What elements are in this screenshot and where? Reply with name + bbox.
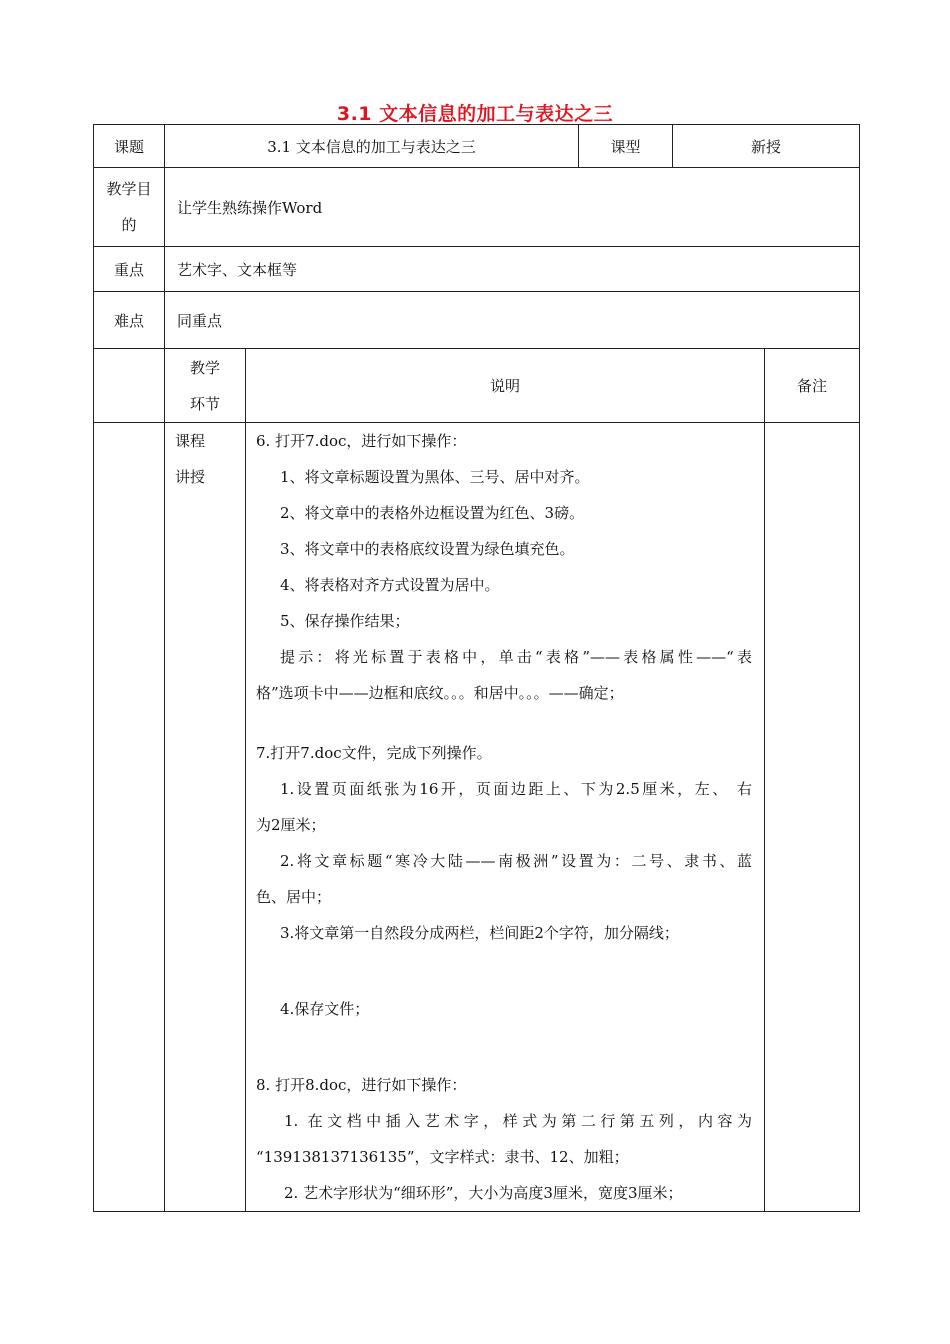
- header-stage-line-2: 环节: [189, 394, 220, 413]
- header-notes: 备注: [765, 349, 860, 423]
- header-stage: [165, 349, 246, 423]
- key-point-value: 艺术字、文本框等: [165, 247, 860, 292]
- stage-line-2: 讲授: [175, 468, 206, 486]
- body-blank: [94, 423, 165, 1212]
- task-6-item: 5、保存操作结果；: [280, 612, 410, 630]
- difficulty-value: 同重点: [165, 292, 860, 349]
- task-7-item-3: 3.将文章第一自然段分成两栏，栏间距2个字符，加分隔线；: [280, 924, 679, 942]
- task-7-item-1-line-2: 为2厘米；: [256, 816, 326, 834]
- notes-cell: [765, 423, 860, 1212]
- document-title: 3.1 文本信息的加工与表达之三: [336, 103, 614, 125]
- task-6-hint-line-1: 提示：将光标置于表格中，单击“表格”——表格属性——“表: [280, 648, 752, 666]
- task-8-item-2: 2. 艺术字形状为“细环形”，大小为高度3厘米，宽度3厘米；: [284, 1184, 683, 1202]
- task-7-item-1-line-1: 1.设置页面纸张为16开，页面边距上、下为2.5厘米，左、 右: [280, 780, 752, 798]
- stage-cell: [165, 423, 246, 1212]
- task-8-item-1-line-2: “139138137136135”，文字样式：隶书、12、加粗；: [256, 1148, 629, 1166]
- label-difficulty: 难点: [94, 292, 165, 349]
- stage-line-1: 课程: [175, 432, 206, 450]
- lesson-plan-table: [93, 124, 860, 1212]
- task-6-item: 3、将文章中的表格底纹设置为绿色填充色。: [280, 540, 575, 558]
- task-7-item-2-line-2: 色、居中；: [256, 888, 332, 906]
- row-goal: [94, 168, 860, 247]
- label-goal-line-1: 教学目: [106, 180, 152, 198]
- spacer: [256, 1027, 752, 1067]
- spacer: [256, 951, 752, 991]
- lesson-type-value: 新授: [673, 125, 860, 168]
- description-cell: [246, 423, 765, 1212]
- label-key-point: 重点: [94, 247, 165, 292]
- spacer: [256, 711, 752, 735]
- row-key-point: [94, 247, 860, 292]
- label-topic: 课题: [94, 125, 165, 168]
- task-6-heading: 6. 打开7.doc，进行如下操作：: [256, 432, 467, 450]
- task-8-heading: 8. 打开8.doc，进行如下操作：: [256, 1076, 467, 1094]
- header-blank: [94, 349, 165, 423]
- task-8-item-1-line-1: 1. 在文档中插入艺术字，样式为第二行第五列，内容为: [284, 1112, 752, 1130]
- label-goal-line-2: 的: [121, 216, 137, 234]
- row-lesson-body: [94, 423, 860, 1212]
- label-goal: [94, 168, 165, 247]
- task-6-item: 1、将文章标题设置为黑体、三号、居中对齐。: [280, 468, 590, 486]
- task-7-item-2-line-1: 2.将文章标题“寒冷大陆——南极洲”设置为：二号、隶书、蓝: [280, 852, 752, 870]
- header-description: 说明: [246, 349, 765, 423]
- topic-value: 3.1 文本信息的加工与表达之三: [165, 125, 579, 168]
- row-section-header: [94, 349, 860, 423]
- task-6-item: 4、将表格对齐方式设置为居中。: [280, 576, 500, 594]
- task-7-item-4: 4.保存文件；: [280, 1000, 370, 1018]
- task-7-heading: 7.打开7.doc文件，完成下列操作。: [256, 744, 492, 762]
- goal-value: 让学生熟练操作Word: [165, 168, 860, 247]
- row-topic: [94, 125, 860, 168]
- task-6-item: 2、将文章中的表格外边框设置为红色、3磅。: [280, 504, 585, 522]
- row-difficulty: [94, 292, 860, 349]
- header-stage-line-1: 教学: [189, 358, 220, 377]
- label-lesson-type: 课型: [579, 125, 673, 168]
- task-6-hint-line-2: 格”选项卡中——边框和底纹。。。和居中。。。——确定；: [256, 684, 624, 702]
